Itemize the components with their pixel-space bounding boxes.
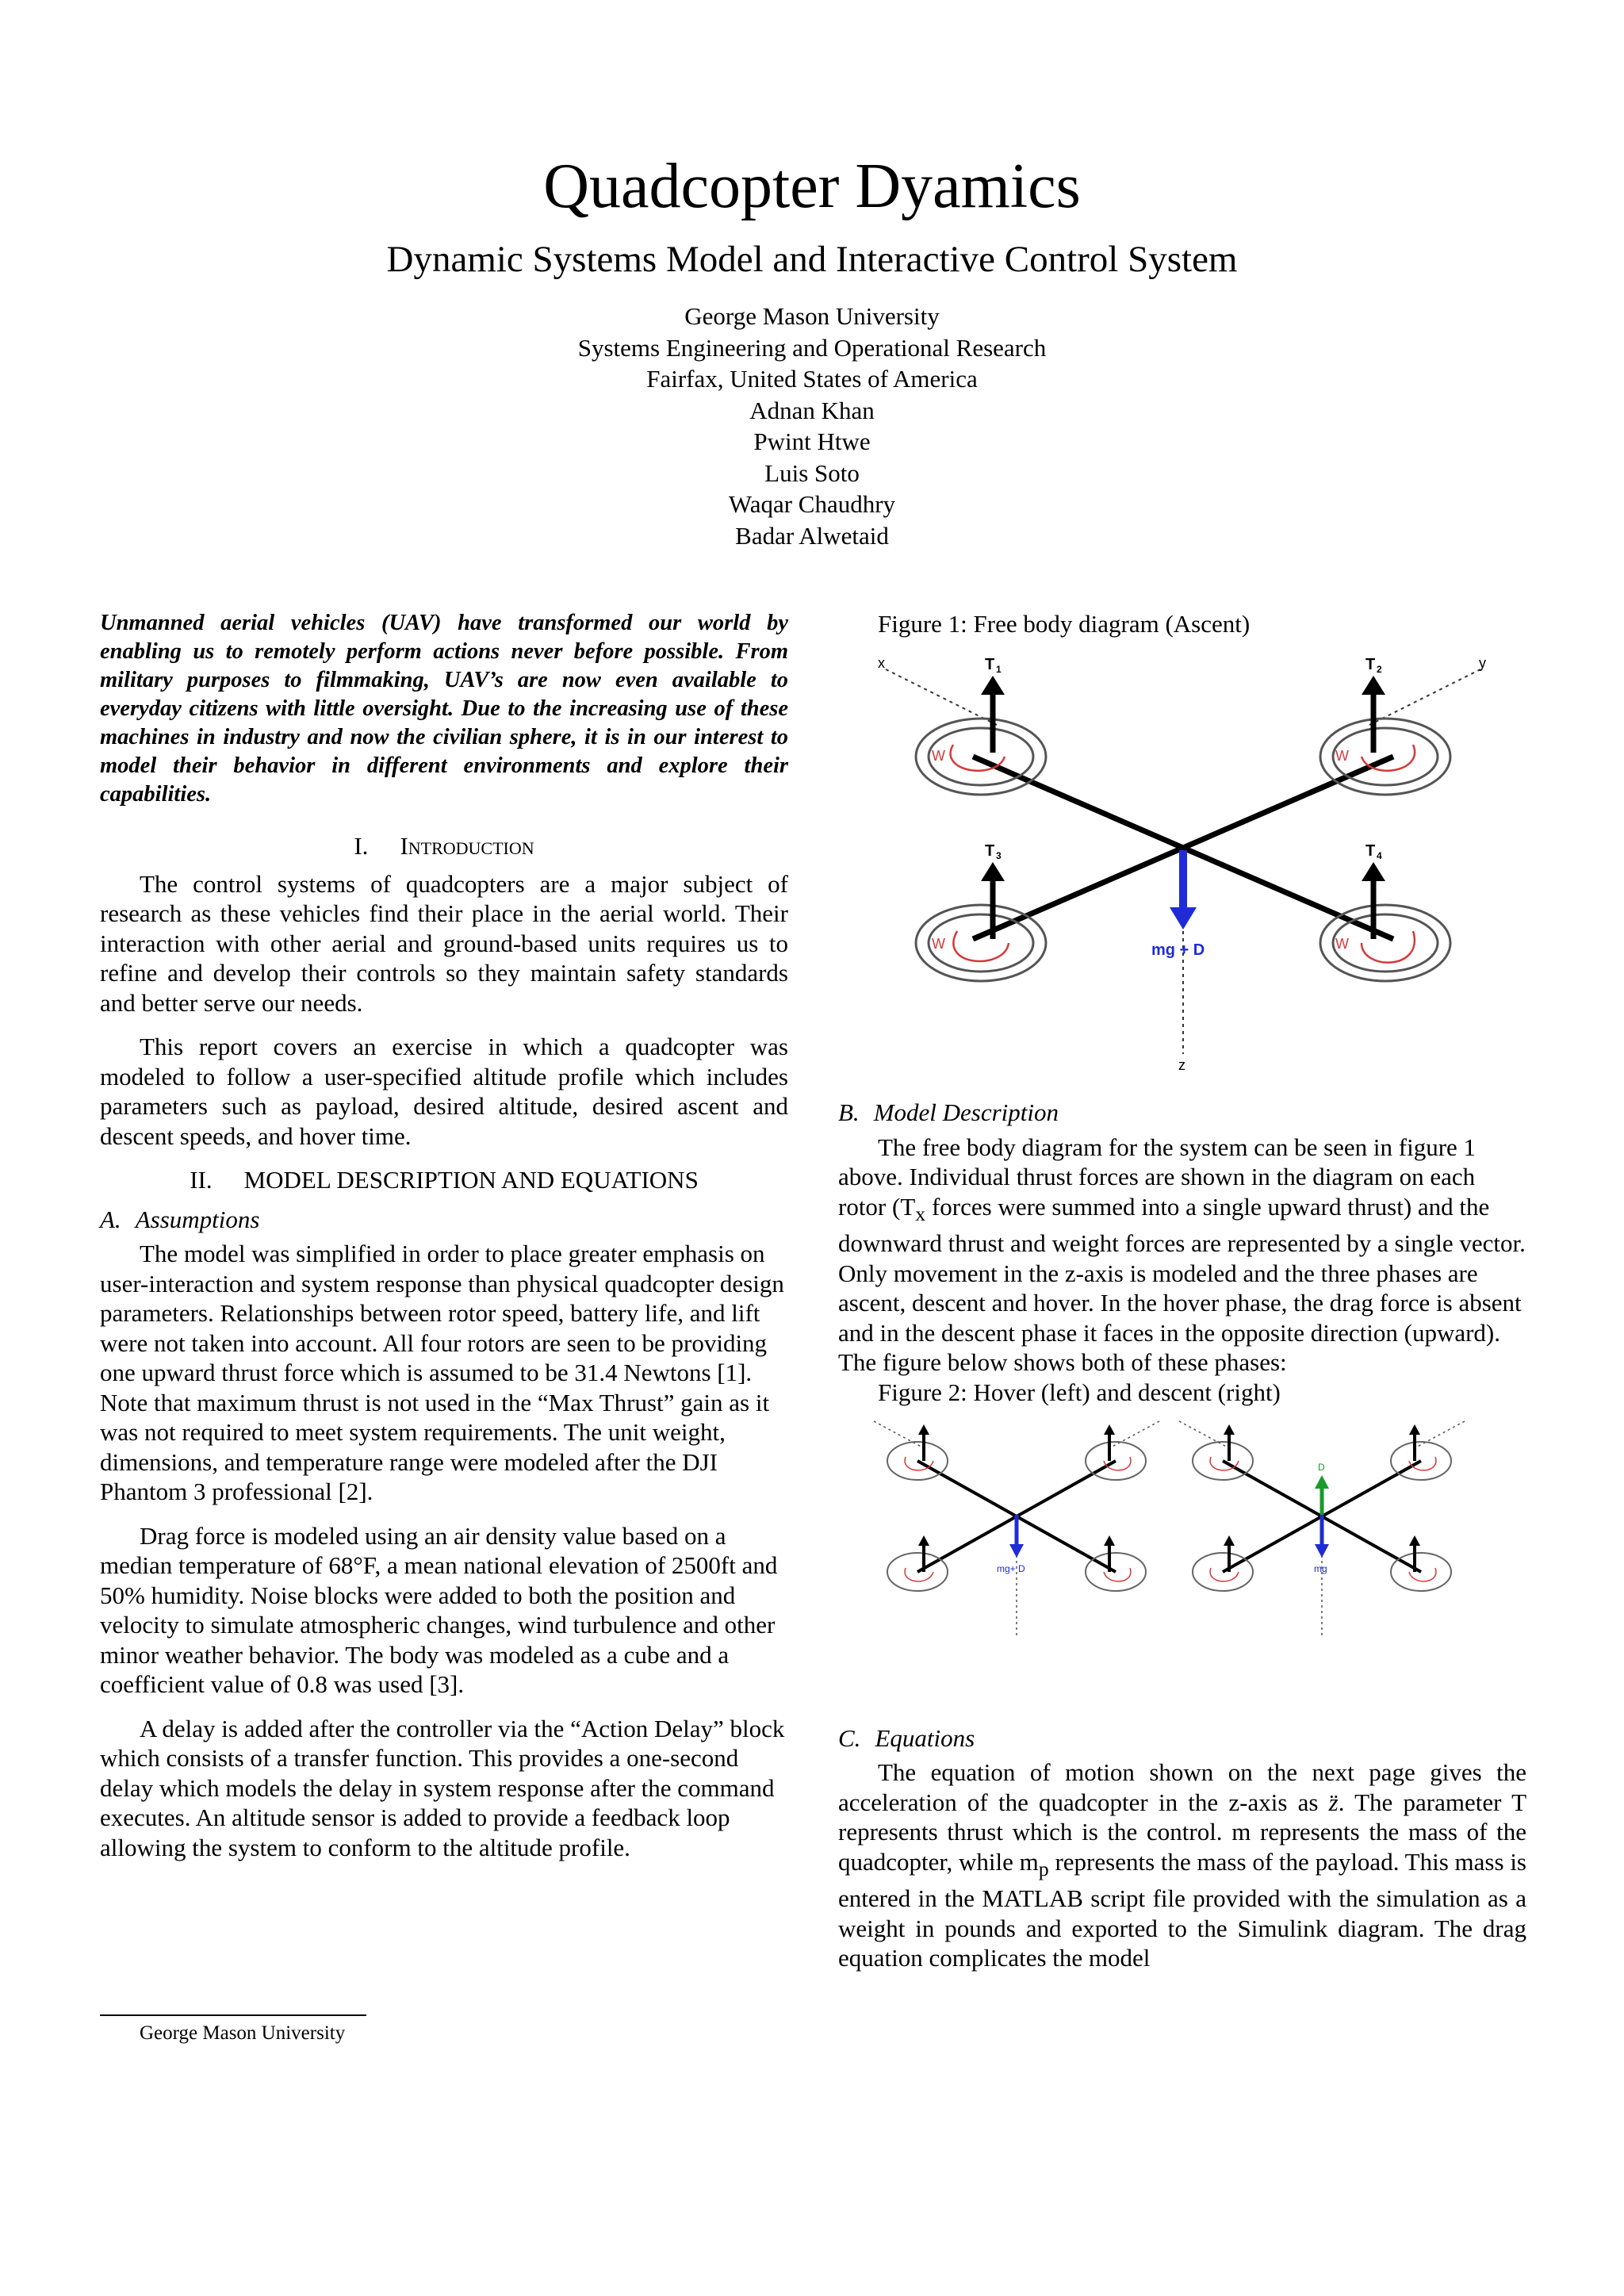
paragraph: Drag force is modeled using an air density value based on a median temperature of 68°F, a mean national elevation of 2500ft and 50% humidity. Noise blocks were added to both the position and velocity to simulate atmospheric changes, wind turbulence and other minor weather behavior. The body was modeled as a cube and a coefficient value of 0.8 was used [3]. [100,1521,778,1698]
section-title: Introduction [400,832,534,860]
affiliation-line: George Mason University [684,302,940,330]
author-name: Pwint Htwe [753,427,871,455]
section-heading-model [100,1165,788,1195]
affiliation-line: Systems Engineering and Operational Research [577,333,1047,362]
thrust-label: T [1365,841,1376,860]
title-block [0,147,1624,551]
rotor-2 [1320,719,1450,795]
paragraph: The model was simplified in order to place greater emphasis on user-interaction and system response than physical quadcopter design parameters. Relationships between rotor speed, battery life, and lift were not taken into account. All four rotors are seen to be providing one upward thrust force which is assumed to be 31.4 Newtons [1]. Note that maximum thrust is not used in the “Max Thrust” gain as it was not required to meet system requirements. The unit weight, dimensions, and temperature range were modeled after the DJI Phantom 3 professional [2]. [100,1240,784,1505]
thrust-subscript: 2 [1377,663,1382,675]
subsection-title: Equations [875,1723,975,1752]
rotor-1 [916,719,1046,795]
figure-1-caption: Figure 1: Free body diagram (Ascent) [878,610,1251,638]
rotation-label: W [932,935,945,952]
abstract: Unmanned aerial vehicles (UAV) have transformed our world by enabling us to remotely perform actions never before possible. From military purposes to filmmaking, UAV’s are now even available to everyday citizens with little oversight. Due to the increasing use of these machines in industry and now the civilian sphere, it is in our interest to model their behavior in different environments and explore their capabilities. [100,611,788,807]
left-column [100,609,788,1876]
descent-diagram [1179,1421,1465,1635]
paper-subtitle: Dynamic Systems Model and Interactive Control System [386,239,1238,280]
paragraph: This report covers an exercise in which a quadcopter was modeled to follow a user-specified altitude profile which includes parameters such as payload, desired altitude, desired ascent and descent speeds, and hover time. [100,1033,788,1150]
free-body-diagram-hover-descent [870,1413,1473,1651]
rotation-label: W [1335,935,1349,952]
author-name: Badar Alwetaid [735,521,889,550]
section-title: MODEL DESCRIPTION AND EQUATIONS [243,1166,699,1194]
paragraph: The equation of motion shown on the next page gives the acceleration of the quadcopter in the z-axis as z̈. The parameter T represents thrust which is the control. m represents the mass of the quadcopter, while $m_p$ represents the mass of the payload. This mass is entered in the MATLAB script file provided with the simulation as a weight in pounds and exported to the Simulink diagram. The drag equation complicates the model [838,1758,1526,1972]
subsection-label: C. [838,1723,861,1752]
hover-force-label: mg+ D [997,1563,1025,1575]
figure-2-caption: Figure 2: Hover (left) and descent (right) [878,1378,1281,1406]
weight-drag-arrow [1151,850,1205,959]
paragraph: A delay is added after the controller via the “Action Delay” block which consists of a transfer function. This provides a one-second delay which models the delay in system response after the command executes. An altitude sensor is added to provide a feedback loop allowing the system to conform to the altitude profile. [100,1714,785,1861]
force-label: mg + D [1151,941,1205,959]
thrust-subscript: 3 [996,849,1002,861]
rotation-label: W [1335,747,1349,764]
hover-diagram [874,1421,1159,1635]
affiliation-line: Fairfax, United States of America [646,365,978,393]
rotor-4 [1320,905,1450,981]
paragraph: The free body diagram for the system can be seen in figure 1 above. Individual thrust forces are shown in the diagram on each rotor ($T_x$ forces were summed into a single upward thrust) and the downward thrust and weight forces are represented by a single vector. Only movement in the z-axis is modeled and the three phases are ascent, descent and hover. In the hover phase, the drag force is absent and in the descent phase it faces in the opposite direction (upward). The figure below shows both of these phases: [838,1133,1526,1377]
thrust-subscript: 1 [996,663,1002,675]
subsection-heading-assumptions [100,1205,788,1235]
y-axis-line [1369,669,1480,725]
x-axis-label: x [878,654,885,671]
thrust-label: T [985,655,995,673]
subsection-title: Model Description [873,1098,1059,1126]
right-column [838,609,1526,1987]
free-body-diagram-ascent [878,654,1488,1074]
paragraph: The control systems of quadcopters are a major subject of research as these vehicles find their place in the aerial world. Their interaction with other aerial and ground-based units requires us to refine and develop their controls so they maintain safety standards and better serve our needs. [100,869,788,1017]
section-number: I. [354,832,369,860]
subsection-heading-model-description [838,1098,1526,1128]
author-name: Luis Soto [764,458,860,487]
section-number: II. [190,1166,213,1194]
weight-label: mg [1314,1563,1327,1575]
subsection-heading-equations [838,1723,1526,1754]
footnote [100,2014,370,2045]
z-axis-label: z [1178,1056,1185,1073]
thrust-arrow-2 [1362,656,1385,753]
subsection-title: Assumptions [135,1205,260,1233]
thrust-label: T [985,841,995,860]
author-name: Adnan Khan [749,396,875,424]
x-axis-line [886,669,997,725]
drag-label: D [1318,1462,1325,1474]
thrust-arrow-1 [981,656,1005,753]
paper-title: Quadcopter Dyamics [543,151,1081,221]
thrust-subscript: 4 [1377,849,1382,861]
rotation-label: W [932,747,945,764]
y-axis-label: y [1479,654,1486,671]
rotor-3 [916,905,1046,981]
author-name: Waqar Chaudhry [728,490,896,518]
footnote-rule [100,2014,366,2016]
subsection-label: A. [100,1205,121,1233]
section-heading-introduction [100,831,788,861]
footnote-text: George Mason University [140,2022,346,2044]
thrust-label: T [1365,655,1376,673]
subsection-label: B. [838,1098,860,1126]
